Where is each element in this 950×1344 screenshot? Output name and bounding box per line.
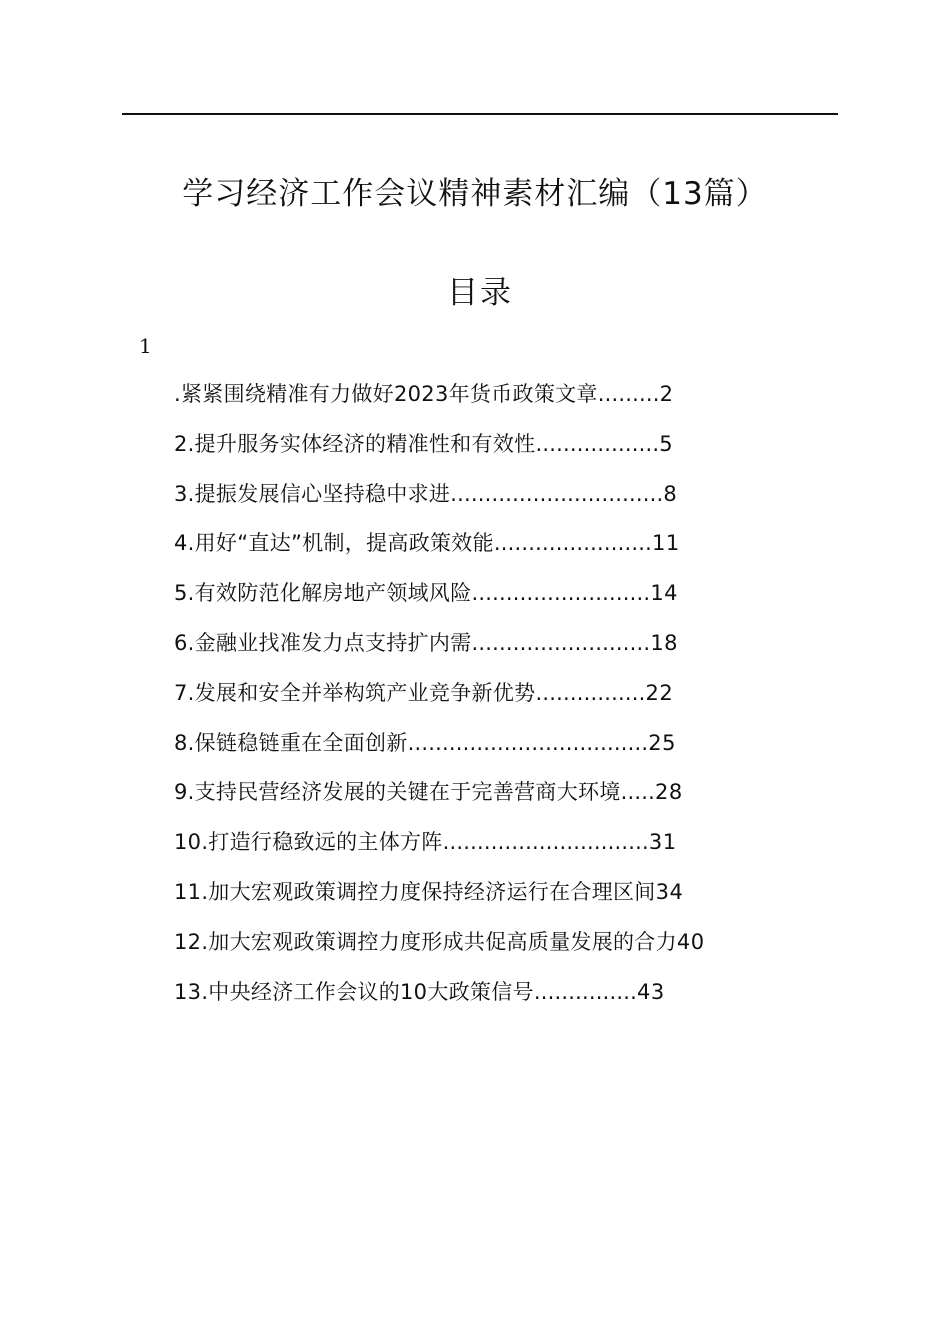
document-title: 学习经济工作会议精神素材汇编（13篇） [182,176,768,212]
top-rule [122,113,838,115]
toc-dot-leader: ..... [620,780,656,805]
toc-entry-3[interactable] [174,472,814,522]
toc-entry-7[interactable] [174,671,814,721]
toc-dot-leader: .......................... [471,630,651,655]
toc-dot-leader: ......... [597,382,660,406]
toc-entry-title: 6.金融业找准发力点支持扩内需 [174,630,472,655]
toc-page-number: 8 [663,481,678,506]
table-of-contents [174,372,814,1019]
toc-dot-leader: .............................. [442,830,649,855]
toc-entry-title: 9.支持民营经济发展的关键在于完善营商大环境 [174,780,621,805]
toc-page-number: 2 [659,382,674,406]
toc-page-number: 14 [650,581,679,606]
toc-entry-title: 11.加大宏观政策调控力度保持经济运行在合理区间 [174,879,656,904]
toc-entry-5[interactable] [174,571,814,621]
toc-dot-leader: .................. [535,431,660,456]
toc-entry-title: 2.提升服务实体经济的精准性和有效性 [174,431,536,456]
toc-dot-leader: .......................... [471,581,651,606]
toc-heading: 目录 [447,275,513,311]
toc-entry-title: 7.发展和安全并举构筑产业竞争新优势 [174,680,536,705]
toc-entry-1[interactable] [174,372,814,422]
toc-dot-leader: ............... [533,979,637,1004]
toc-entry-title: .紧紧围绕精准有力做好2023年货币政策文章 [174,382,598,406]
toc-entry-title: 8.保链稳链重在全面创新 [174,730,408,755]
toc-dot-leader: ................ [535,680,646,705]
toc-page-number: 31 [648,830,677,855]
page-marker: 1 [139,334,152,358]
toc-entry-title: 10.打造行稳致远的主体方阵 [174,830,443,855]
toc-entry-4[interactable] [174,521,814,571]
toc-page-number: 43 [636,979,665,1004]
toc-page-number: 22 [645,680,674,705]
toc-page-number: 40 [676,929,705,954]
toc-entry-13[interactable] [174,970,814,1020]
toc-page-number: 28 [655,780,683,805]
toc-page-number: 5 [659,431,674,456]
toc-page-number: 25 [648,730,677,755]
toc-entry-12[interactable] [174,920,814,970]
toc-entry-8[interactable] [174,721,814,771]
toc-entry-title: 5.有效防范化解房地产领域风险 [174,581,472,606]
toc-page-number: 11 [652,531,680,556]
toc-dot-leader: ............................... [450,481,664,506]
toc-dot-leader: ....................... [493,531,653,556]
toc-page-number: 18 [650,630,679,655]
toc-entry-title: 4.用好“直达”机制，提高政策效能 [174,531,494,556]
toc-entry-title: 3.提振发展信心坚持稳中求进 [174,481,451,506]
toc-entry-9[interactable] [174,770,814,820]
toc-dot-leader: ................................... [407,730,649,755]
toc-entry-title: 12.加大宏观政策调控力度形成共促高质量发展的合力 [174,929,677,954]
toc-entry-6[interactable] [174,621,814,671]
toc-page-number: 34 [655,879,684,904]
toc-entry-10[interactable] [174,820,814,870]
toc-entry-title: 13.中央经济工作会议的10大政策信号 [174,979,534,1004]
toc-entry-11[interactable] [174,870,814,920]
toc-entry-2[interactable] [174,422,814,472]
